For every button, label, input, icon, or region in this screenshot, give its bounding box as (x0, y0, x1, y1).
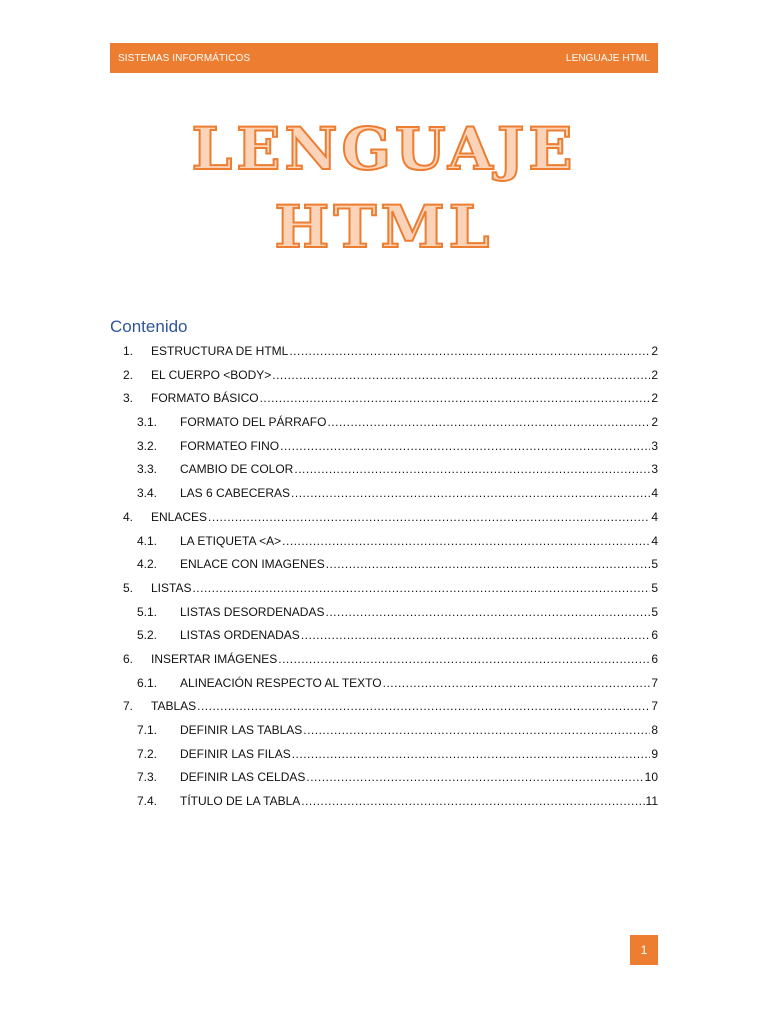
toc-entry[interactable] (110, 719, 658, 743)
toc-entry-number: 5.2. (137, 628, 158, 643)
toc-entry[interactable] (110, 364, 658, 388)
toc-entry-title: LISTAS DESORDENADAS (180, 604, 325, 619)
toc-entry-number: 5. (123, 580, 134, 595)
toc-entry[interactable] (110, 695, 658, 719)
toc-entry[interactable] (110, 458, 658, 482)
toc-entry[interactable] (110, 577, 658, 601)
toc-dot-leader (301, 790, 644, 814)
toc-entry-title: ENLACES (151, 509, 208, 524)
toc-entry-number: 7.1. (137, 723, 158, 737)
document-title (110, 110, 658, 266)
toc-entry[interactable] (110, 411, 658, 435)
toc-entry-page: 4 (651, 486, 658, 501)
toc-dot-leader (289, 340, 650, 364)
toc-entry-page: 6 (651, 651, 658, 666)
toc-dot-leader (327, 411, 650, 435)
toc-entry[interactable] (110, 435, 658, 459)
toc-dot-leader (326, 553, 651, 577)
toc-entry-number: 2. (123, 367, 134, 382)
toc-entry-number: 4.2. (137, 557, 158, 572)
toc-dot-leader (278, 648, 650, 672)
toc-entry-title: ESTRUCTURA DE HTML (151, 344, 289, 358)
toc-entry-number: 4. (123, 509, 134, 524)
toc-entry-title: LAS 6 CABECERAS (180, 486, 291, 501)
toc-entry-page: 5 (651, 580, 658, 595)
toc-entry[interactable] (110, 530, 658, 554)
toc-entry-page: 4 (651, 533, 658, 548)
toc-entry-page: 2 (651, 415, 658, 430)
toc-entry-number: 3.2. (137, 438, 158, 453)
toc-entry-number: 6. (123, 651, 134, 666)
toc-entry[interactable] (110, 648, 658, 672)
toc-entry[interactable] (110, 766, 658, 790)
toc-entry-number: 3.1. (137, 415, 158, 430)
toc-entry-page: 4 (651, 509, 658, 524)
toc-entry-number: 7.3. (137, 770, 158, 785)
toc-entry-page: 2 (651, 344, 658, 358)
toc-entry-page: 7 (651, 699, 658, 714)
toc-dot-leader (292, 743, 651, 767)
toc-dot-leader (294, 458, 650, 482)
toc-entry-page: 10 (644, 770, 658, 785)
toc-entry-number: 5.1. (137, 604, 158, 619)
toc-entry-page: 6 (651, 628, 658, 643)
toc-entry-title: EL CUERPO <BODY> (151, 367, 272, 382)
toc-entry-number: 3.3. (137, 462, 158, 477)
toc-dot-leader (272, 364, 650, 388)
toc-entry-number: 7. (123, 699, 134, 714)
toc-dot-leader (383, 672, 651, 696)
toc-entry-page: 5 (651, 604, 658, 619)
toc-entry-page: 2 (651, 367, 658, 382)
toc-entry-title: LISTAS (151, 580, 192, 595)
toc-entry-number: 4.1. (137, 533, 158, 548)
page-number-badge (630, 935, 658, 965)
toc-entry-page: 5 (651, 557, 658, 572)
toc-dot-leader (260, 387, 651, 411)
toc-entry-number: 7.4. (137, 794, 158, 809)
toc-entry-title: LISTAS ORDENADAS (180, 628, 300, 643)
toc-entry-title: CAMBIO DE COLOR (180, 462, 294, 477)
toc-dot-leader (197, 695, 650, 719)
toc-entry[interactable] (110, 601, 658, 625)
toc-entry-title: ALINEACIÓN RESPECTO AL TEXTO (180, 675, 382, 690)
toc-entry-title: DEFINIR LAS FILAS (180, 746, 291, 761)
toc-entry-title: DEFINIR LAS TABLAS (180, 723, 303, 737)
toc-entry[interactable] (110, 553, 658, 577)
toc-entry[interactable] (110, 506, 658, 530)
toc-entry[interactable] (110, 672, 658, 696)
toc-entry[interactable] (110, 482, 658, 506)
page-header (110, 43, 658, 73)
toc-dot-leader (291, 482, 650, 506)
toc-entry-title: FORMATEO FINO (180, 438, 280, 453)
toc-dot-leader (306, 766, 643, 790)
toc-dot-leader (192, 577, 650, 601)
toc-entry-number: 7.2. (137, 746, 158, 761)
toc-dot-leader (282, 530, 650, 554)
toc-dot-leader (208, 506, 650, 530)
toc-entry-title: DEFINIR LAS CELDAS (180, 770, 306, 785)
toc-dot-leader (325, 601, 650, 625)
toc-entry[interactable] (110, 790, 658, 814)
toc-entry[interactable] (110, 387, 658, 411)
toc-entry-title: TABLAS (151, 699, 197, 714)
toc-heading: Contenido (110, 317, 188, 336)
toc-entry-page: 11 (645, 794, 658, 809)
table-of-contents (110, 340, 658, 814)
toc-entry-title: ENLACE CON IMAGENES (180, 557, 325, 572)
toc-entry-page: 3 (651, 462, 658, 477)
toc-dot-leader (301, 624, 651, 648)
toc-entry[interactable] (110, 743, 658, 767)
toc-entry-title: FORMATO BÁSICO (151, 391, 259, 406)
toc-dot-leader (280, 435, 650, 459)
page-number: 1 (640, 943, 648, 957)
toc-entry-page: 2 (651, 391, 658, 406)
toc-entry-page: 3 (651, 438, 658, 453)
title-line-2: HTML (274, 193, 494, 261)
toc-entry-number: 3. (123, 391, 134, 406)
toc-entry-page: 8 (651, 723, 658, 737)
header-left-text: SISTEMAS INFORMÁTICOS (118, 52, 251, 64)
toc-entry[interactable] (110, 624, 658, 648)
toc-entry[interactable] (110, 340, 658, 364)
toc-entry-title: LA ETIQUETA <A> (180, 533, 282, 548)
toc-entry-title: FORMATO DEL PÁRRAFO (180, 415, 327, 430)
toc-entry-page: 7 (651, 675, 658, 690)
toc-entry-number: 1. (123, 344, 134, 358)
toc-entry-title: TÍTULO DE LA TABLA (180, 794, 301, 809)
toc-dot-leader (303, 719, 650, 743)
toc-entry-title: INSERTAR IMÁGENES (151, 651, 278, 666)
toc-entry-number: 3.4. (137, 486, 158, 501)
toc-entry-number: 6.1. (137, 675, 158, 690)
header-right-text: LENGUAJE HTML (565, 52, 650, 64)
title-line-1: LENGUAJE (191, 115, 577, 183)
toc-entry-page: 9 (651, 746, 658, 761)
